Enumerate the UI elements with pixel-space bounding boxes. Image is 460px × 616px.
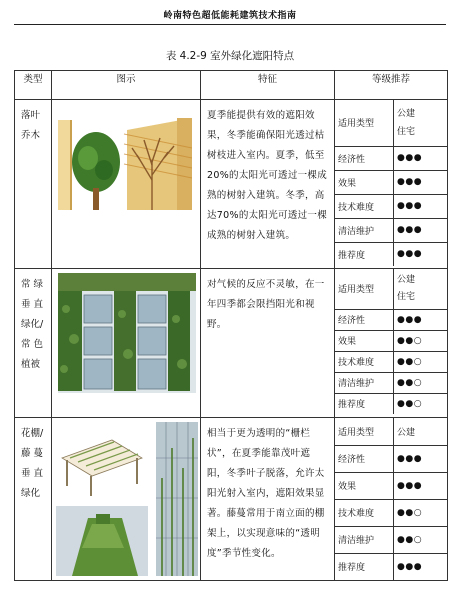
type-cell: 常 绿 垂 直 绿化/ 常 色 植被 [15,269,52,418]
green-wall-photo [52,269,201,418]
rating-label: 清洁维护 [335,218,394,242]
rating-value: ●●○ [397,398,423,409]
summer-tree-trunk [93,188,99,210]
rating-value: ●●● [394,309,448,330]
rating-table [335,100,447,266]
header-type: 类型 [15,71,52,100]
feature-text: 相当于更为透明的“栅栏状”，在夏季能靠茂叶遮阳，冬季叶子脱落，允许太阳光射入室内，遮阳效果显著。藤蔓常用于南立面的棚架上，以实现意味的“透明度”季节性变化。 [201,418,335,581]
rating-cell [335,100,448,269]
rating-label: 适用类型 [335,269,394,309]
table-row [15,418,448,581]
header-figure: 图示 [52,71,201,100]
rating-value: ●●○ [394,372,448,393]
deciduous-tree-illustration [52,100,201,269]
rating-value: ●●● [394,170,448,194]
rating-value: 公建 住宅 [394,100,448,146]
rating-label: 适用类型 [335,418,394,445]
rating-value: ●●● [394,218,448,242]
table-row [15,100,448,269]
rating-label: 经济性 [335,146,394,170]
rating-cell [335,269,448,418]
rating-label: 适用类型 [335,100,394,146]
rating-label: 效果 [335,170,394,194]
rating-label: 经济性 [335,309,394,330]
rating-label: 推荐度 [335,242,394,266]
rating-label: 经济性 [335,445,394,472]
feature-text: 夏季能提供有效的遮阳效果，冬季能确保阳光透过枯树枝进入室内。夏季，低至20%的太阳光可透过一棵成熟的树射入建筑。冬季，高达70%的太阳光可透过一棵成熟的树射入建筑。 [201,100,335,269]
green-tower-photo [56,506,148,576]
type-cell: 花棚/ 藤 蔓 垂 直 绿化 [15,418,52,581]
rating-label: 效果 [335,472,394,499]
rating-table [335,269,447,414]
vine-facade-photo [156,422,198,576]
building-wall-left [58,120,70,210]
header-rule [14,24,446,25]
rating-value: ●●○ [394,351,448,372]
rating-value: ●●● [394,146,448,170]
table-title: 表 4.2-9 室外绿化遮阳特点 [165,50,295,62]
shading-table [14,70,448,581]
header-rating: 等级推荐 [335,71,448,100]
rating-value: ●●● [397,249,423,260]
table-row [15,269,448,418]
header-feature: 特征 [201,71,335,100]
rating-value: ●●○ [394,330,448,351]
running-header: 岭南特色超低能耗建筑技术指南 [163,11,297,21]
rating-value: 公建 [394,418,448,445]
rating-label: 技术难度 [335,499,394,526]
rating-table [335,418,447,580]
rating-value: ●●○ [394,499,448,526]
rating-label: 推荐度 [335,393,394,414]
rating-label: 技术难度 [335,351,394,372]
rating-value: ●●○ [394,526,448,553]
rating-value: ●●● [394,194,448,218]
pergola-sketch [62,440,142,496]
header-row [15,71,448,100]
rating-label: 清洁维护 [335,372,394,393]
rating-value: 公建 住宅 [394,269,448,309]
feature-text: 对气候的反应不灵敏，在一年四季都会限挡阳光和视野。 [201,269,335,418]
rating-label: 技术难度 [335,194,394,218]
rating-value: ●●● [394,445,448,472]
vine-trellis-illustrations [52,418,201,581]
rating-value: ●●● [394,472,448,499]
rating-label: 效果 [335,330,394,351]
green-wall-top [58,273,196,291]
rating-cell [335,418,448,581]
rating-label: 推荐度 [335,553,394,580]
rating-value: ●●● [397,561,423,572]
type-cell: 落叶 乔木 [15,100,52,269]
rating-label: 清洁维护 [335,526,394,553]
